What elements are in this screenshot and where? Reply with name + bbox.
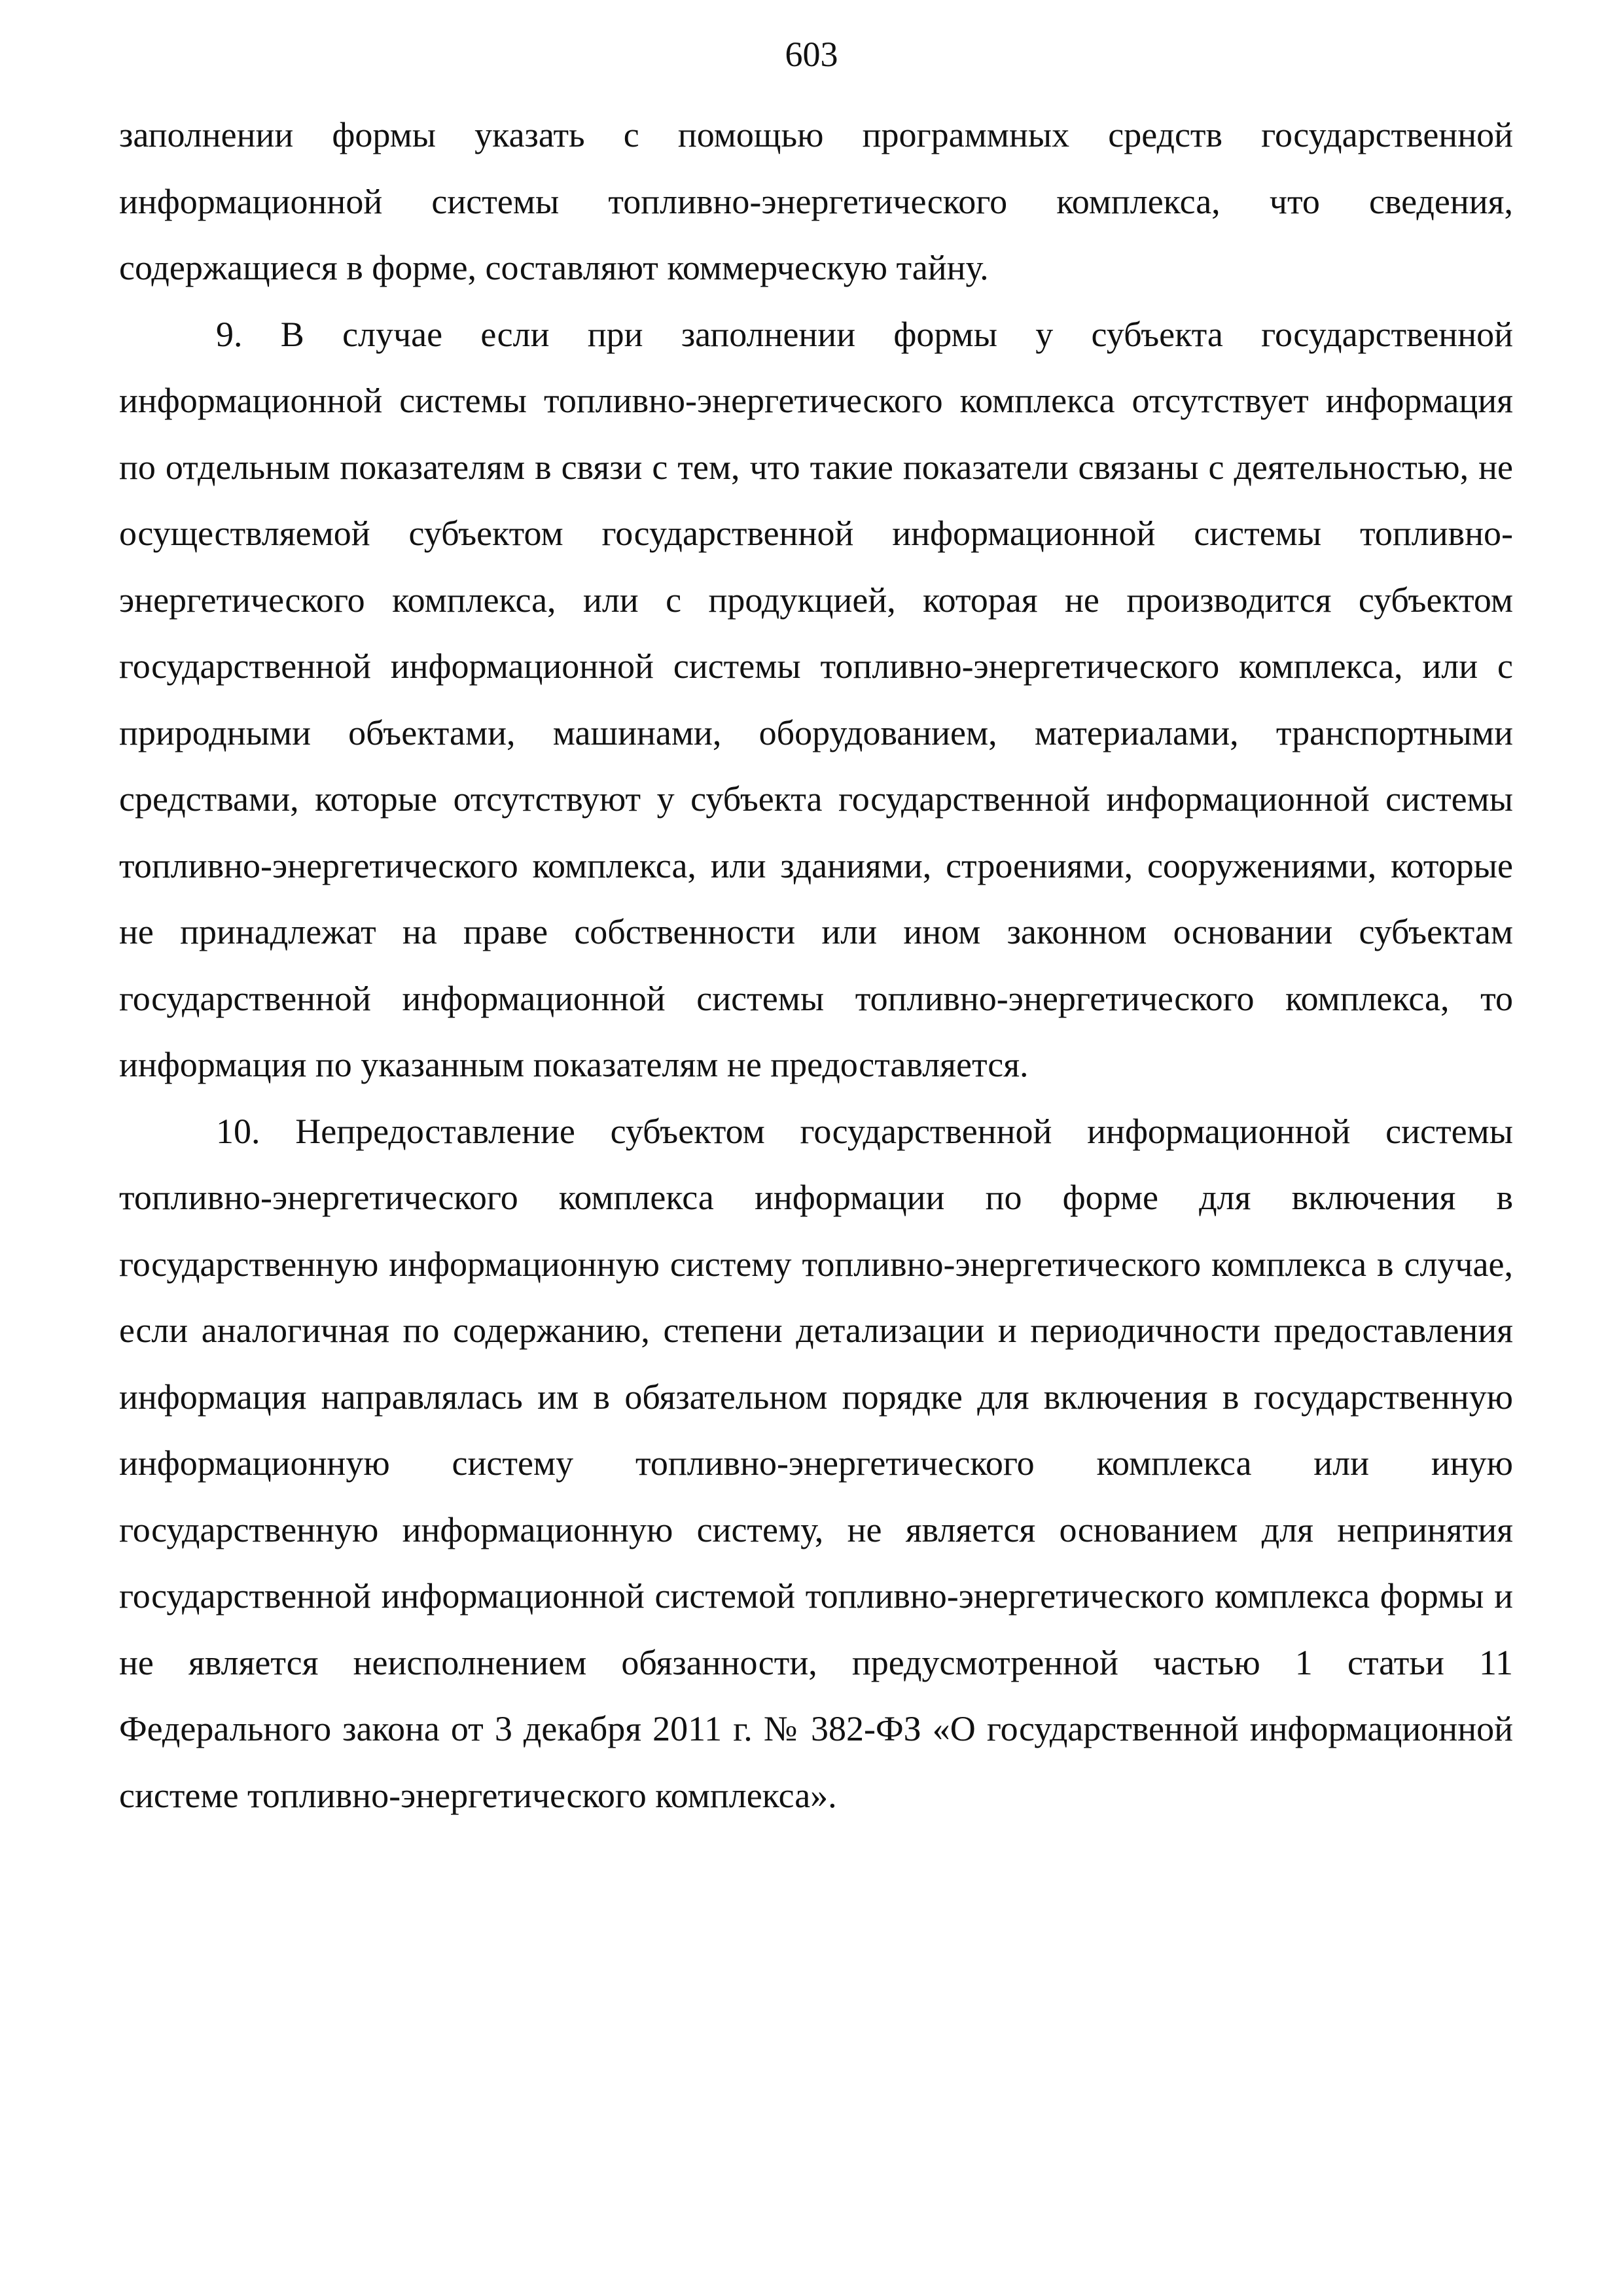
page-number: 603 — [785, 35, 838, 74]
paragraph-item-10: 10. Непредоставление субъектом государственной информационной системы топливно-энергетического комплекса информации по форме для включения в государственную информационную систему топливно-энергетического комплекса в случае, если аналогичная по содержанию, степени детализации и периодичности предоставления информация направлялась им в обязательном порядке для включения в государственную информационную систему топливно-энергетического комплекса или иную государственную информационную систему, не является основанием для непринятия государственной информационной системой топливно-энергетического комплекса формы и не является неисполнением обязанности, предусмотренной частью 1 статьи 11 Федерального закона от 3 декабря 2011 г. № 382-ФЗ «О государственной информационной системе топливно-энергетического комплекса». — [119, 1111, 1513, 1815]
paragraph-continuation: заполнении формы указать с помощью программных средств государственной информационной системы топливно-энергетического комплекса, что сведения, содержащиеся в форме, составляют коммерческую тайну. — [119, 115, 1513, 287]
document-body — [119, 102, 1513, 1829]
paragraph-item-9: 9. В случае если при заполнении формы у субъекта государственной информационной системы топливно-энергетического комплекса отсутствует информация по отдельным показателям в связи с тем, что такие показатели связаны с деятельностью, не осуществляемой субъектом государственной информационной системы топливно-энергетического комплекса, или с продукцией, которая не производится субъектом государственной информационной системы топливно-энергетического комплекса, или с природными объектами, машинами, оборудованием, материалами, транспортными средствами, которые отсутствуют у субъекта государственной информационной системы топливно-энергетического комплекса, или зданиями, строениями, сооружениями, которые не принадлежат на праве собственности или ином законном основании субъектам государственной информационной системы топливно-энергетического комплекса, то информация по указанным показателям не предоставляется. — [119, 314, 1513, 1084]
